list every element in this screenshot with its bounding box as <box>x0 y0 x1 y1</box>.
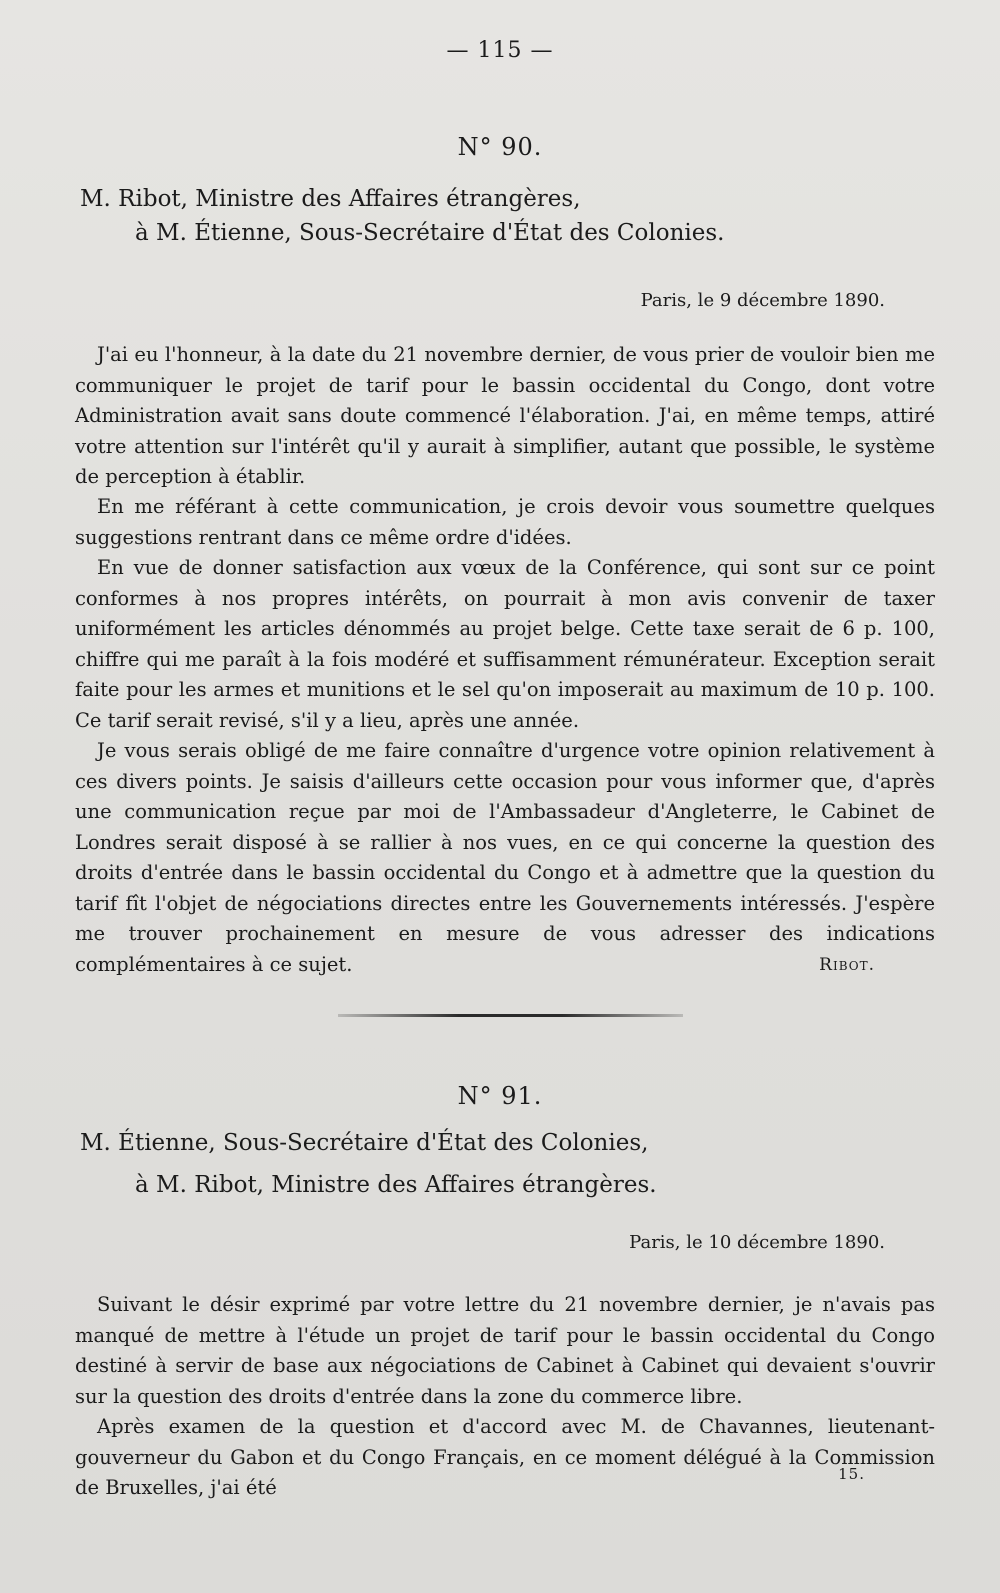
footer-signature-mark: 15. <box>838 1465 865 1483</box>
recipient-line-90: à M. Étienne, Sous-Secrétaire d'État des Colonies. <box>135 220 725 246</box>
date-line-91: Paris, le 10 décembre 1890. <box>629 1232 885 1253</box>
page-number: — 115 — <box>446 38 554 63</box>
paragraph-91-1: Suivant le désir exprimé par votre lettre du 21 novembre dernier, je n'avais pas manqué de mettre à l'étude un projet de tarif pour le bassin occidental du Congo destiné à servir de base aux négociations de Cabinet à Cabinet qui devaient s'ouvrir sur la question des droits d'entrée dans la zone du commerce libre. <box>75 1293 935 1408</box>
date-line-90: Paris, le 9 décembre 1890. <box>640 290 885 311</box>
sender-line-90: M. Ribot, Ministre des Affaires étrangères, <box>80 186 581 212</box>
sender-line-91: M. Étienne, Sous-Secrétaire d'État des Colonies, <box>80 1130 649 1156</box>
document-number-91: N° 91. <box>457 1082 543 1110</box>
signature-ribot: Ribot. <box>819 955 875 975</box>
paragraph-90-4: Je vous serais obligé de me faire connaître d'urgence votre opinion relativement à ces divers points. Je saisis d'ailleurs cette occasion pour vous informer que, d'après une communication reçue par moi de l'Ambassadeur d'Angleterre, le Cabinet de Londres serait disposé à se rallier à nos vues, en ce qui concerne la question des droits d'entrée dans le bassin occidental du Congo et à admettre que la question du tarif fît l'objet de négociations directes entre les Gouvernements intéressés. J'espère me trouver prochainement en mesure de vous adresser des indications complémentaires à ce sujet. <box>75 739 935 976</box>
paragraph-91-2: Après examen de la question et d'accord avec M. de Chavannes, lieutenant-gouverneur du Gabon et du Congo Français, en ce moment délégué à la Commission de Bruxelles, j'ai été <box>75 1415 935 1499</box>
document-number-90: N° 90. <box>457 133 543 161</box>
paragraph-90-3: En vue de donner satisfaction aux vœux de la Conférence, qui sont sur ce point conformes à nos propres intérêts, on pourrait à mon avis convenir de taxer uniformément les articles dénommés au projet belge. Cette taxe serait de 6 p. 100, chiffre qui me paraît à la fois modéré et suffisamment rémunérateur. Exception serait faite pour les armes et munitions et le sel qu'on imposerait au maximum de 10 p. 100. Ce tarif serait revisé, s'il y a lieu, après une année. <box>75 556 935 732</box>
section-divider <box>338 1014 683 1017</box>
recipient-line-91: à M. Ribot, Ministre des Affaires étrangères. <box>135 1172 657 1198</box>
paragraph-90-1: J'ai eu l'honneur, à la date du 21 novembre dernier, de vous prier de vouloir bien me communiquer le projet de tarif pour le bassin occidental du Congo, dont votre Administration avait sans doute commencé l'élaboration. J'ai, en même temps, attiré votre attention sur l'intérêt qu'il y aurait à simplifier, autant que possible, le système de perception à établir. <box>75 343 935 488</box>
paragraph-90-2: En me référant à cette communication, je crois devoir vous soumettre quelques suggestions rentrant dans ce même ordre d'idées. <box>75 495 935 549</box>
